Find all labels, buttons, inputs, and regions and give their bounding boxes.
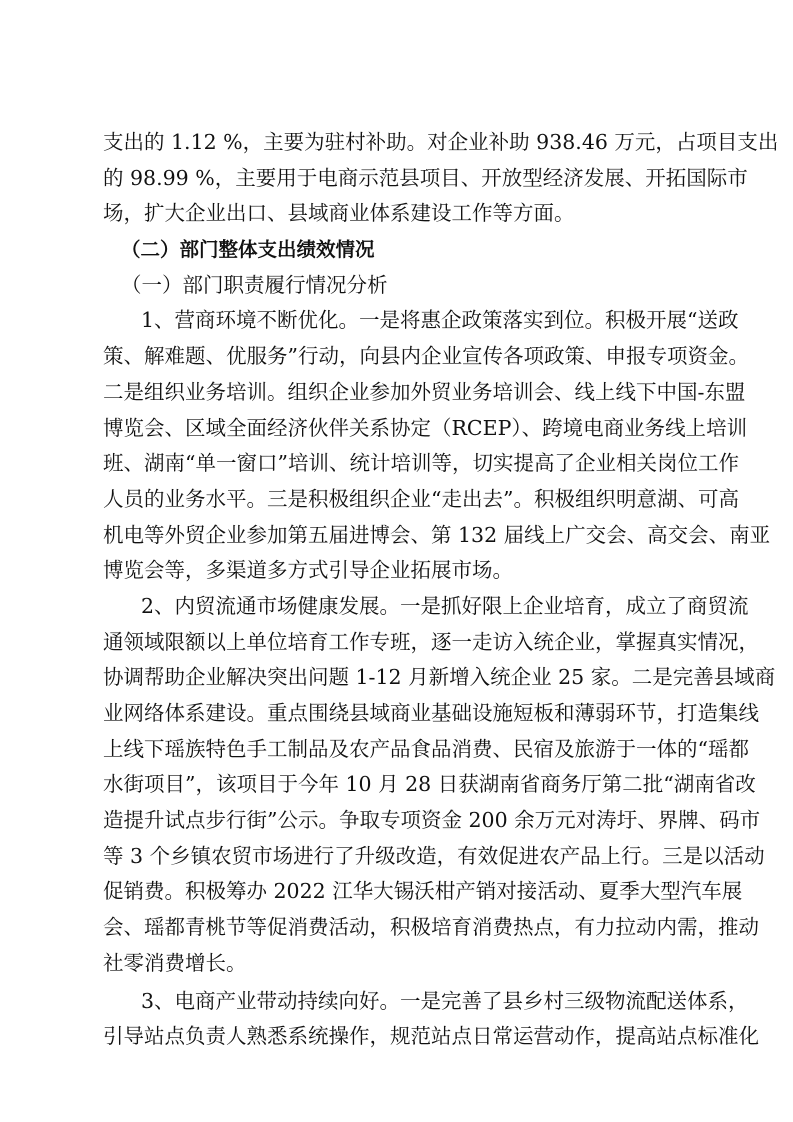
body-line: 社零消费增长。 bbox=[103, 950, 247, 975]
body-line: 人员的业务水平。三是积极组织企业“走出去”。积极组织明意湖、可高 bbox=[103, 486, 739, 511]
body-line: 通领域限额以上单位培育工作专班，逐一走访入统企业，掌握真实情况， bbox=[103, 629, 759, 654]
body-line: 支出的 1.12 %，主要为驻村补助。对企业补助 938.46 万元，占项目支出 bbox=[103, 130, 779, 154]
body-line: 的 98.99 %，主要用于电商示范县项目、开放型经济发展、开拓国际市 bbox=[103, 165, 748, 190]
document-page bbox=[103, 125, 779, 1055]
body-line: 水街项目”，该项目于今年 10 月 28 日获湖南省商务厅第二批“湖南省改 bbox=[103, 772, 756, 797]
subsection-heading: （一）部门职责履行情况分析 bbox=[121, 272, 388, 297]
body-line: 机电等外贸企业参加第五届进博会、第 132 届线上广交会、高交会、南亚 bbox=[103, 522, 771, 547]
body-line: 业网络体系建设。重点围绕县域商业基础设施短板和薄弱环节，打造集线 bbox=[103, 701, 759, 725]
body-line: 班、湖南“单一窗口”培训、统计培训等，切实提高了企业相关岗位工作 bbox=[103, 451, 739, 476]
paragraph-3-start: 3、电商产业带动持续向好。一是完善了县乡村三级物流配送体系， bbox=[141, 988, 749, 1013]
body-line: 博览会、区域全面经济伙伴关系协定（RCEP）、跨境电商业务线上培训 bbox=[103, 415, 748, 440]
body-line: 促销费。积极筹办 2022 江华大锡沃柑产销对接活动、夏季大型汽车展 bbox=[103, 879, 743, 904]
body-line: 会、瑶都青桃节等促消费活动，积极培育消费热点，有力拉动内需，推动 bbox=[103, 915, 759, 940]
body-line: 二是组织业务培训。组织企业参加外贸业务培训会、线上线下中国-东盟 bbox=[103, 379, 746, 404]
body-line: 造提升试点步行街”公示。争取专项资金 200 余万元对涛圩、界牌、码市 bbox=[103, 808, 761, 833]
paragraph-2-start: 2、内贸流通市场健康发展。一是抓好限上企业培育，成立了商贸流 bbox=[141, 593, 749, 618]
body-line: 上线下瑶族特色手工制品及农产品食品消费、民宿及旅游于一体的“瑶都 bbox=[103, 736, 749, 761]
section-heading: （二）部门整体支出绩效情况 bbox=[121, 238, 375, 262]
paragraph-1-start: 1、营商环境不断优化。一是将惠企政策落实到位。积极开展“送政 bbox=[141, 308, 739, 333]
body-line: 等 3 个乡镇农贸市场进行了升级改造，有效促进农产品上行。三是以活动 bbox=[103, 843, 765, 868]
body-line: 博览会等，多渠道多方式引导企业拓展市场。 bbox=[103, 558, 513, 583]
body-line: 策、解难题、优服务”行动，向县内企业宣传各项政策、申报专项资金。 bbox=[103, 344, 749, 369]
body-line: 场，扩大企业出口、县域商业体系建设工作等方面。 bbox=[103, 201, 575, 226]
body-line: 协调帮助企业解决突出问题 1-12 月新增入统企业 25 家。二是完善县域商 bbox=[103, 665, 776, 690]
body-line: 引导站点负责人熟悉系统操作，规范站点日常运营动作，提高站点标准化 bbox=[103, 1024, 759, 1049]
